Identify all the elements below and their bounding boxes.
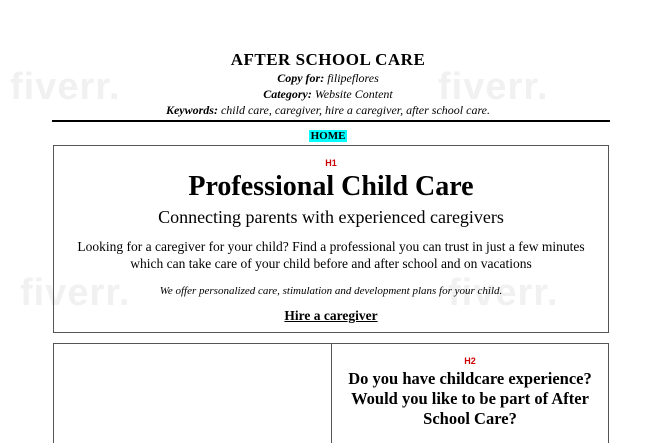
category-line [0,86,656,102]
copy-for-line [0,70,656,86]
keywords-value: child care, caregiver, hire a caregiver, after school care. [220,103,491,117]
copy-for-value: filipeflores [327,71,379,85]
document-title: AFTER SCHOOL CARE [230,50,426,69]
keywords-label: Keywords: [165,103,218,117]
caregiver-text-column [332,344,608,443]
watermark: fiverr. [438,66,549,108]
h1-marker: H1 [325,158,337,168]
watermark: fiverr. [448,272,559,314]
watermark: fiverr. [10,66,121,108]
page-tag-label: HOME [310,130,346,142]
hero-heading: Professional Child Care [188,171,474,202]
hire-caregiver-link[interactable]: Hire a caregiver [284,308,378,323]
page-tag [0,126,656,144]
hero-tagline: We offer personalized care, stimulation and development plans for your child. [159,285,503,297]
category-value: Website Content [314,87,393,101]
image-placeholder [54,344,332,443]
h2-marker: H2 [464,356,476,366]
header-divider [52,120,610,122]
document-header [0,50,656,118]
caregiver-heading: Do you have childcare experience? Would you like to be part of After School Care? [348,369,592,428]
hero-subheading: Connecting parents with experienced caregivers [158,207,504,227]
caregiver-section [53,343,609,443]
hero-section [53,145,609,333]
copy-for-label: Copy for: [277,71,325,85]
keywords-line [0,102,656,118]
category-label: Category: [263,87,312,101]
hero-paragraph: Looking for a caregiver for your child? Find a professional you can trust in just a few minutes which can take care of your child before and after school and on vacations [77,239,585,271]
watermark: fiverr. [20,272,131,314]
